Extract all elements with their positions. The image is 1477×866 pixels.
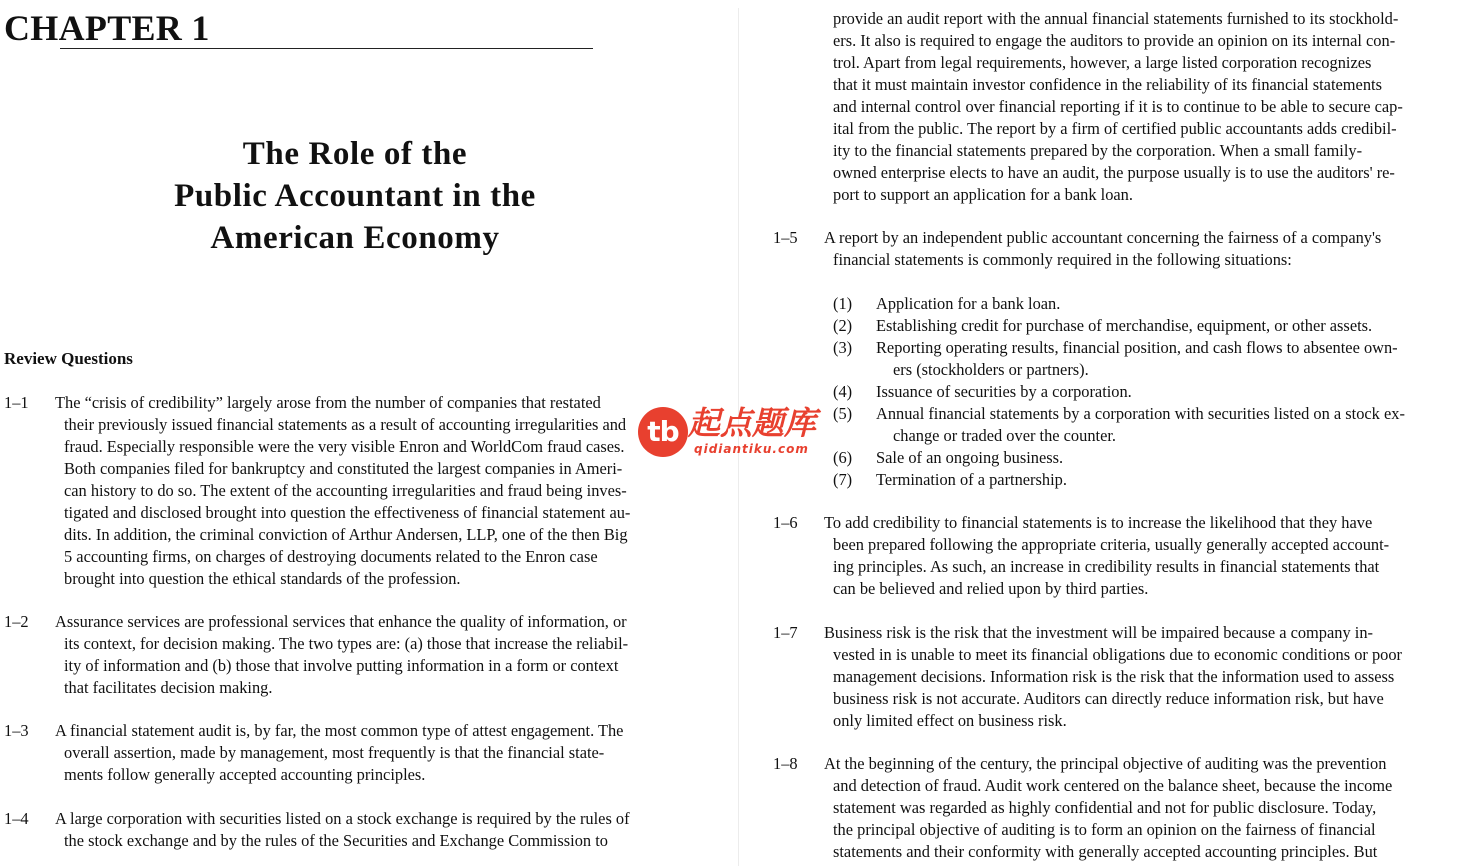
question-text-line: overall assertion, made by management, most frequently is that the financial state- xyxy=(64,743,605,762)
question-text-line: can history to do so. The extent of the accounting irregularities and fraud being inves- xyxy=(64,481,627,500)
continuation-text-line: and internal control over financial reporting if it is to continue to be able to secure cap- xyxy=(833,97,1403,116)
question-text-line: At the beginning of the century, the principal objective of auditing was the prevention xyxy=(824,754,1387,773)
question-text-line: ing principles. As such, an increase in credibility results in financial statements that xyxy=(833,557,1380,576)
question-number: 1–5 xyxy=(773,228,798,247)
question-text-line: vested in is unable to meet its financial obligations due to economic conditions or poor xyxy=(833,645,1402,664)
list-item-text: Reporting operating results, financial position, and cash flows to absentee own- xyxy=(876,338,1398,357)
question-text-line: statements and their conformity with generally accepted accounting principles. But xyxy=(833,842,1378,861)
question-text-line: been prepared following the appropriate criteria, usually generally accepted account- xyxy=(833,535,1390,554)
list-item-number: (6) xyxy=(833,448,853,467)
section-heading-review-questions: Review Questions xyxy=(4,349,133,368)
list-item-text: Application for a bank loan. xyxy=(876,294,1061,313)
column-divider xyxy=(738,8,739,866)
list-item-text: Annual financial statements by a corporation with securities listed on a stock ex- xyxy=(876,404,1405,423)
continuation-text-line: port to support an application for a bank loan. xyxy=(833,185,1133,204)
question-text-line: ity of information and (b) those that involve putting information in a form or context xyxy=(64,656,619,675)
chapter-title-line: The Role of the xyxy=(242,136,468,172)
continuation-text-line: ital from the public. The report by a firm of certified public accountants adds credibil- xyxy=(833,119,1397,138)
list-item-number: (3) xyxy=(833,338,853,357)
continuation-text-line: provide an audit report with the annual financial statements furnished to its stockhold- xyxy=(833,9,1399,28)
question-text-line: A large corporation with securities listed on a stock exchange is required by the rules of xyxy=(55,809,630,828)
list-item-text: Issuance of securities by a corporation. xyxy=(876,382,1132,401)
question-number: 1–2 xyxy=(4,612,29,631)
question-number: 1–7 xyxy=(773,623,798,642)
question-text-line: can be believed and relied upon by third parties. xyxy=(833,579,1149,598)
question-text-line: A financial statement audit is, by far, the most common type of attest engagement. The xyxy=(55,721,624,740)
question-text-line: the stock exchange and by the rules of the Securities and Exchange Commission to xyxy=(64,831,608,850)
question-text-line: only limited effect on business risk. xyxy=(833,711,1067,730)
question-number: 1–6 xyxy=(773,513,798,532)
question-text-line: ments follow generally accepted accounting principles. xyxy=(64,765,426,784)
question-text-line: fraud. Especially responsible were the very visible Enron and WorldCom fraud cases. xyxy=(64,437,625,456)
question-text-line: financial statements is commonly required in the following situations: xyxy=(833,250,1292,269)
question-text-line: Both companies filed for bankruptcy and constituted the largest companies in Ameri- xyxy=(64,459,623,478)
list-item-number: (2) xyxy=(833,316,853,335)
question-number: 1–8 xyxy=(773,754,798,773)
question-text-line: that facilitates decision making. xyxy=(64,678,273,697)
question-text-line: Business risk is the risk that the investment will be impaired because a company in- xyxy=(824,623,1373,642)
continuation-text-line: trol. Apart from legal requirements, however, a large listed corporation recognizes xyxy=(833,53,1372,72)
list-item-text: Sale of an ongoing business. xyxy=(876,448,1064,467)
question-text-line: To add credibility to financial statements is to increase the likelihood that they have xyxy=(824,513,1373,532)
list-item-text: Establishing credit for purchase of merchandise, equipment, or other assets. xyxy=(876,316,1373,335)
list-item-text: Termination of a partnership. xyxy=(876,470,1067,489)
question-text-line: management decisions. Information risk is the risk that the information used to assess xyxy=(833,667,1395,686)
watermark-url: qidiantiku.com xyxy=(694,442,809,456)
question-text-line: 5 accounting firms, on charges of destroying documents related to the Enron case xyxy=(64,547,598,566)
question-text-line: The “crisis of credibility” largely arose from the number of companies that restated xyxy=(55,393,601,412)
question-text-line: brought into question the ethical standards of the profession. xyxy=(64,569,461,588)
list-item-number: (5) xyxy=(833,404,853,423)
question-text-line: A report by an independent public accountant concerning the fairness of a company's xyxy=(824,228,1382,247)
continuation-text-line: owned enterprise elects to have an audit, the purpose usually is to use the auditors' re- xyxy=(833,163,1395,182)
question-text-line: business risk is not accurate. Auditors can directly reduce information risk, but have xyxy=(833,689,1384,708)
question-text-line: and detection of fraud. Audit work centered on the balance sheet, because the income xyxy=(833,776,1393,795)
question-text-line: their previously issued financial statements as a result of accounting irregularities and xyxy=(64,415,627,434)
chapter-title xyxy=(60,133,650,259)
question-text-line: statement was regarded as highly confidential and not for public disclosure. Today, xyxy=(833,798,1377,817)
continuation-text-line: ers. It also is required to engage the auditors to provide an opinion on its internal con- xyxy=(833,31,1396,50)
list-item-number: (7) xyxy=(833,470,853,489)
question-text-line: the principal objective of auditing is to form an opinion on the fairness of financial xyxy=(833,820,1376,839)
list-item-text: ers (stockholders or partners). xyxy=(893,360,1089,379)
chapter-heading: CHAPTER 1 xyxy=(4,8,210,48)
watermark-text: 起点题库 xyxy=(688,404,817,442)
question-text-line: tigated and disclosed brought into question the effectiveness of financial statement au- xyxy=(64,503,631,522)
list-item-text: change or traded over the counter. xyxy=(893,426,1116,445)
watermark-badge-icon: tb xyxy=(638,407,688,457)
chapter-title-line: Public Accountant in the xyxy=(174,178,536,214)
list-item-number: (4) xyxy=(833,382,853,401)
question-number: 1–3 xyxy=(4,721,29,740)
question-text-line: Assurance services are professional services that enhance the quality of information, or xyxy=(55,612,627,631)
question-text-line: its context, for decision making. The two types are: (a) those that increase the reliabil- xyxy=(64,634,629,653)
question-text-line: dits. In addition, the criminal conviction of Arthur Andersen, LLP, one of the then Big xyxy=(64,525,628,544)
chapter-heading-rule xyxy=(60,48,593,49)
question-number: 1–4 xyxy=(4,809,29,828)
list-item-number: (1) xyxy=(833,294,853,313)
chapter-title-line: American Economy xyxy=(210,220,500,256)
continuation-text-line: ity to the financial statements prepared by the corporation. When a small family- xyxy=(833,141,1363,160)
continuation-text-line: that it must maintain investor confidence in the reliability of its financial statements xyxy=(833,75,1382,94)
question-number: 1–1 xyxy=(4,393,29,412)
